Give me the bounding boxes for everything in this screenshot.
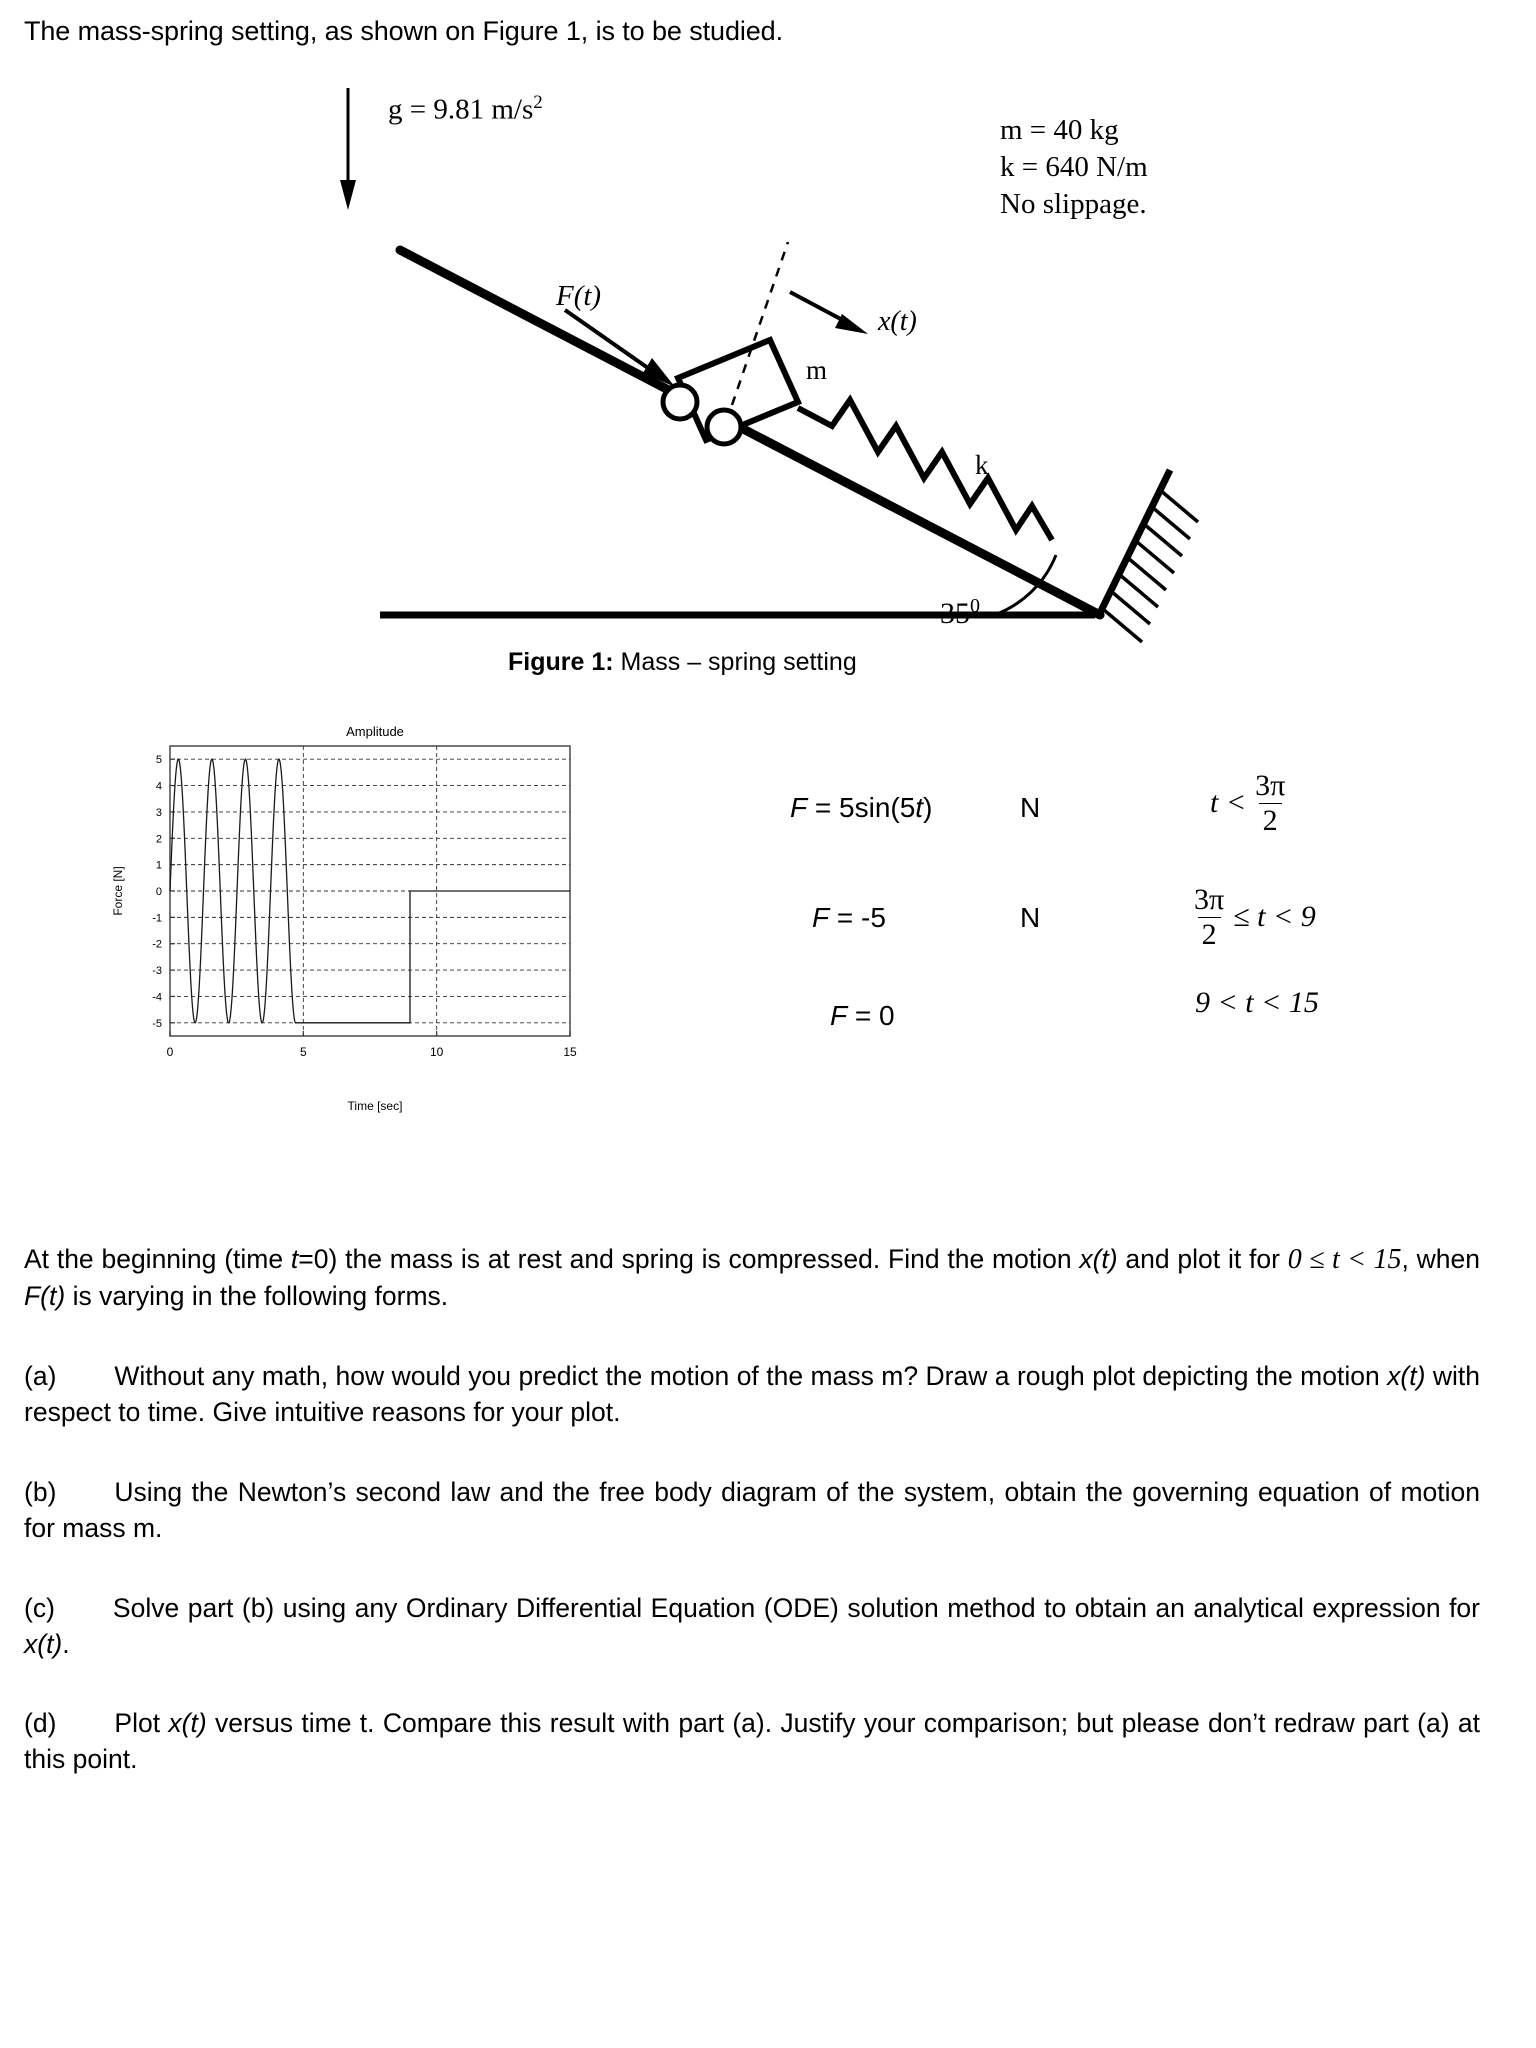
intro-text-4: , when <box>1401 1244 1481 1274</box>
fraction-denominator: 2 <box>1198 917 1221 951</box>
paragraph-intro <box>24 1241 1480 1314</box>
equation-formula-variable: t <box>915 792 924 823</box>
plot-y-axis-label: Force [N] <box>111 866 125 916</box>
force-label: F(t) <box>556 280 602 312</box>
intro-text-5: is varying in the following forms. <box>65 1281 449 1311</box>
label-b: (b) <box>24 1477 57 1507</box>
equation-formula-body: = -5 <box>829 902 886 933</box>
label-d: (d) <box>24 1708 57 1738</box>
svg-text:-4: -4 <box>152 991 162 1004</box>
equation-condition <box>1195 958 1319 1048</box>
incline-surface <box>400 250 1100 615</box>
intro-sentence: The mass-spring setting, as shown on Figure 1, is to be studied. <box>24 16 783 46</box>
equation-row <box>790 980 1490 1070</box>
fraction <box>1190 884 1228 950</box>
cart-wheel <box>707 410 741 444</box>
equation-formula-symbol: F <box>812 902 830 933</box>
equation-condition <box>1185 872 1316 962</box>
plot-x-tick-labels <box>167 1045 577 1059</box>
equation-condition <box>1210 758 1294 848</box>
d-text-1: Plot <box>114 1708 169 1738</box>
plot-x-axis-label: Time [sec] <box>347 1099 403 1113</box>
svg-text:-1: -1 <box>152 912 162 925</box>
intro-text-1: At the beginning (time <box>24 1244 291 1274</box>
paragraph-a <box>24 1358 1480 1430</box>
gravity-label-base: g = 9.81 m/s <box>388 93 534 126</box>
param-mass: m = 40 kg <box>1000 114 1119 146</box>
b-text: Using the Newton’s second law and the free body diagram of the system, obtain the governing equation of motion for mass m. <box>24 1477 1480 1543</box>
incline-angle-label <box>940 595 980 631</box>
intro-text-3: and plot it for <box>1117 1244 1288 1274</box>
svg-text:5: 5 <box>299 1045 307 1059</box>
equation-formula-body: = 5sin(5 <box>807 792 916 823</box>
force-time-plot <box>100 718 620 1118</box>
fraction-denominator: 2 <box>1259 803 1282 837</box>
intro-var-Ft: F(t) <box>24 1281 66 1311</box>
svg-text:10: 10 <box>429 1045 444 1059</box>
svg-text:2: 2 <box>155 833 162 846</box>
equation-row <box>790 770 1490 860</box>
mass-spring-diagram <box>380 230 1210 650</box>
fraction-numerator: 3π <box>1194 883 1225 916</box>
svg-text:3: 3 <box>155 806 162 819</box>
intro-range: 0 ≤ t < 15 <box>1287 1244 1402 1275</box>
paragraph-b <box>24 1474 1480 1546</box>
gravity-label <box>388 92 543 127</box>
figure-caption <box>508 648 857 677</box>
plot-y-tick-labels <box>152 754 162 1030</box>
svg-text:-2: -2 <box>152 938 162 951</box>
label-a: (a) <box>24 1361 57 1391</box>
svg-text:1: 1 <box>155 859 162 872</box>
d-var-xt: x(t) <box>168 1708 207 1738</box>
svg-text:4: 4 <box>155 780 162 793</box>
label-c: (c) <box>24 1593 55 1623</box>
svg-text:0: 0 <box>166 1045 174 1059</box>
svg-text:15: 15 <box>563 1045 577 1059</box>
svg-text:-5: -5 <box>152 1017 162 1030</box>
parameter-block <box>1000 112 1148 223</box>
piecewise-force-equations <box>790 770 1490 1070</box>
cart-wheel <box>663 385 697 419</box>
param-slippage-note: No slippage. <box>1000 188 1147 220</box>
equation-unit: N <box>1020 902 1041 933</box>
displacement-arrow <box>790 292 868 334</box>
equation-formula-symbol: F <box>830 1000 848 1031</box>
fraction <box>1251 770 1289 836</box>
intro-var-xt: x(t) <box>1079 1244 1118 1274</box>
spring-constant-label: k <box>975 450 989 480</box>
intro-var-t: t <box>290 1244 299 1274</box>
wall-support <box>1098 470 1198 642</box>
c-text-1: Solve part (b) using any Ordinary Differential Equation (ODE) solution method to obtain an analytical expression for <box>112 1593 1480 1623</box>
gravity-label-exponent: 2 <box>533 92 543 113</box>
plot-title: Amplitude <box>346 724 404 739</box>
equation-formula-body: = 0 <box>847 1000 895 1031</box>
displacement-label: x(t) <box>878 306 917 337</box>
param-stiffness: k = 640 N/m <box>1000 151 1148 183</box>
equation-unit: N <box>1020 792 1041 823</box>
equation-formula-symbol: F <box>790 792 808 823</box>
equation-formula-tail: ) <box>923 792 933 823</box>
mass-label: m <box>806 355 828 385</box>
c-var-xt: x(t) <box>24 1629 63 1659</box>
figure-caption-label: Figure 1: <box>508 648 614 676</box>
intro-text-2: =0) the mass is at rest and spring is compressed. Find the motion <box>298 1244 1080 1274</box>
gravity-arrow-icon <box>340 88 380 210</box>
figure-caption-text: Mass – spring setting <box>613 648 857 676</box>
equation-condition-lhs: 9 < t < 15 <box>1195 986 1319 1019</box>
fraction-numerator: 3π <box>1255 769 1286 802</box>
mass-block <box>663 340 798 444</box>
d-text-2: versus time t. Compare this result with part (a). Justify your comparison; but please don’t redraw part (a) at this point. <box>24 1708 1480 1774</box>
a-text-1: Without any math, how would you predict the motion of the mass m? Draw a rough plot depicting the motion <box>114 1361 1388 1391</box>
degree-symbol: 0 <box>970 595 980 617</box>
a-text-2: with respect to time. Give intuitive reasons for your plot. <box>24 1361 1480 1427</box>
svg-text:-3: -3 <box>152 965 162 978</box>
equation-row <box>790 880 1490 970</box>
svg-text:0: 0 <box>155 886 162 898</box>
paragraph-c <box>24 1590 1480 1662</box>
paragraph-d <box>24 1705 1480 1777</box>
c-text-2: . <box>62 1629 70 1659</box>
equation-formula <box>790 792 932 824</box>
equation-formula <box>830 1000 895 1032</box>
incline-angle-value: 35 <box>940 597 970 630</box>
a-var-xt: x(t) <box>1387 1361 1426 1391</box>
equation-condition-lhs: t < <box>1210 786 1247 819</box>
equation-formula <box>812 902 886 934</box>
equation-condition-rhs: ≤ t < 9 <box>1233 900 1316 933</box>
svg-text:5: 5 <box>155 754 162 767</box>
